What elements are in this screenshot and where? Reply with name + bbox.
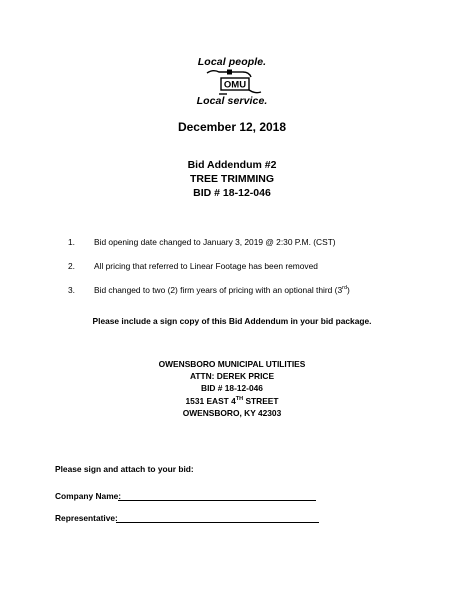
addendum-bid-number: BID # 18-12-046 <box>193 187 271 199</box>
addendum-heading <box>0 158 464 200</box>
company-name-label: Company Name: <box>55 491 122 501</box>
addendum-title: Bid Addendum #2 <box>187 159 277 171</box>
addendum-subject: TREE TRIMMING <box>190 173 274 185</box>
representative-label: Representative: <box>55 513 118 523</box>
logo-tagline-top: Local people. <box>197 56 267 68</box>
address-bid-number: BID # 18-12-046 <box>201 383 263 394</box>
list-item <box>68 261 448 273</box>
company-name-field[interactable] <box>118 500 316 501</box>
list-item-number: 2. <box>68 261 75 271</box>
address-street-number: 1531 EAST 4 <box>185 395 236 406</box>
instruction-note: Please include a sign copy of this Bid Addendum in your bid package. <box>92 316 372 326</box>
logo-tagline-bottom: Local service. <box>196 95 268 107</box>
address-organization: OWENSBORO MUNICIPAL UTILITIES <box>158 359 306 369</box>
list-item-number: 3. <box>68 285 75 295</box>
svg-text:OMU: OMU <box>223 79 247 91</box>
mailing-address <box>0 358 464 419</box>
sign-instructions: Please sign and attach to your bid: <box>55 464 194 474</box>
list-item-text-main: Bid changed to two (2) firm years of pricing with an optional third (3 <box>94 285 343 295</box>
list-item-text: All pricing that referred to Linear Footage has been removed <box>94 261 318 271</box>
list-item-text: Bid opening date changed to January 3, 2019 @ 2:30 P.M. (CST) <box>94 237 336 247</box>
omu-logo <box>0 50 464 110</box>
address-street-superscript: TH <box>235 395 244 402</box>
address-street <box>0 395 464 407</box>
address-city-state-zip: OWENSBORO, KY 42303 <box>182 407 282 418</box>
company-name-row <box>55 491 355 503</box>
representative-field[interactable] <box>116 522 319 523</box>
list-item <box>68 285 448 297</box>
address-street-name: STREET <box>243 395 279 406</box>
address-attention: ATTN: DEREK PRICE <box>189 371 275 382</box>
list-item-text-superscript: rd <box>342 285 348 292</box>
representative-row <box>55 513 355 525</box>
document-date: December 12, 2018 <box>177 120 287 134</box>
list-item-text-suffix: ) <box>347 285 350 295</box>
list-item-text <box>94 285 350 295</box>
list-item-number: 1. <box>68 237 75 247</box>
list-item <box>68 237 448 249</box>
omu-logo-mark-icon <box>205 68 263 96</box>
